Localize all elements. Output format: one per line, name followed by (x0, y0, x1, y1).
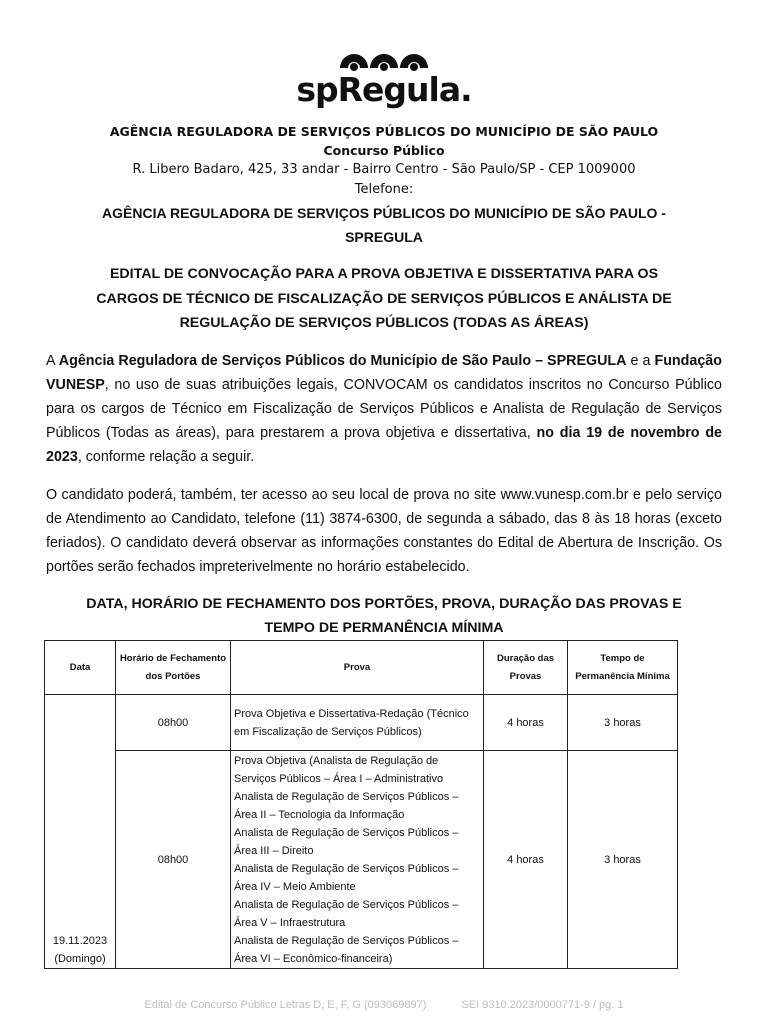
minimum-stay: 3 horas (568, 695, 678, 751)
edital-title-line-3: REGULAÇÃO DE SERVIÇOS PÚBLICOS (TODAS AS ÁREAS) (179, 315, 589, 331)
table-header-row (45, 641, 678, 695)
exam-description: Prova Objetiva e Dissertativa-Redação (Técnico em Fiscalização de Serviços Públicos) (231, 695, 484, 751)
exam-description (231, 751, 484, 969)
text-fragment: A (46, 353, 59, 369)
contest-type: Concurso Público (323, 143, 445, 158)
header-data: Data (45, 641, 116, 695)
exam-date-bold: no dia 19 de novembro de 2023 (46, 425, 723, 465)
logo-wordmark: spRegula. (296, 70, 472, 109)
exam-description-line: Analista de Regulação de Serviços Públicos – Área V – Infraestrutura (234, 898, 459, 929)
schedule-section-title (46, 592, 722, 640)
gate-closing-time: 08h00 (116, 751, 231, 969)
convocation-paragraph (46, 349, 722, 469)
agency-phone: Telefone: (354, 182, 414, 197)
table-row (45, 695, 678, 751)
access-info-paragraph: O candidato poderá, também, ter acesso ao seu local de prova no site www.vunesp.com.br e pelo serviço de Atendimento ao Candidato, telefone (11) 3874-6300, de segunda a sábado, das 8 às 18 horas (exceto feriados). O candidato deverá observar as informações constantes do Edital de Abertura de Inscrição. Os portões serão fechados impreterivelmente no horário estabelecido. (46, 487, 722, 575)
edital-title-line-1: EDITAL DE CONVOCAÇÃO PARA A PROVA OBJETIVA E DISSERTATIVA PARA OS (109, 266, 659, 282)
organization-line-2: SPREGULA (345, 229, 423, 245)
exam-description-line: Prova Objetiva (Analista de Regulação de Serviços Públicos – Área I – Administrativo (234, 754, 444, 785)
date-cell (45, 695, 116, 969)
text-fragment: , conforme relação a seguir. (77, 449, 255, 465)
exam-description-line: Analista de Regulação de Serviços Públicos – Área II – Tecnologia da Informação (234, 790, 459, 821)
exam-description-line: Analista de Regulação de Serviços Públicos – Área VI – Econômico-financeira) (234, 934, 459, 965)
logo-symbol-icon (336, 38, 432, 72)
text-fragment: , no uso de suas atribuições legais, CONVOCAM os candidatos inscritos no Concurso Público para os cargos de Técnico em Fiscalização de Serviços Públicos e Analista de Regulação de Serviços Públicos (Todas as áreas), para prestarem a prova objetiva e dissertativa, (46, 377, 722, 441)
exam-duration: 4 horas (484, 751, 568, 969)
text-fragment: e a (626, 353, 655, 369)
gate-closing-time: 08h00 (116, 695, 231, 751)
organization-heading (50, 201, 718, 249)
page-footer (0, 999, 768, 1011)
schedule-section-title-line-1: DATA, HORÁRIO DE FECHAMENTO DOS PORTÕES, PROVA, DURAÇÃO DAS PROVAS E (86, 596, 682, 612)
header-prova: Prova (231, 641, 484, 695)
footer-document-ref: Edital de Concurso Público Letras D, E, F, G (093069897) (144, 999, 427, 1011)
exam-weekday: (Domingo) (54, 953, 106, 965)
footer-sei-page: SEI 9310.2023/0000771-9 / pg. 1 (461, 999, 624, 1011)
exam-date: 19.11.2023 (52, 935, 108, 947)
schedule-table (44, 640, 678, 969)
exam-description-line: Analista de Regulação de Serviços Públicos – Área IV – Meio Ambiente (234, 862, 459, 893)
agency-name-bold: Agência Reguladora de Serviços Públicos do Município de São Paulo – SPREGULA (58, 353, 627, 369)
header-tempo: Tempo de Permanência Mínima (568, 641, 678, 695)
exam-duration: 4 horas (484, 695, 568, 751)
agency-address: R. Libero Badaro, 425, 33 andar - Bairro Centro - São Paulo/SP - CEP 1009000 (132, 162, 636, 177)
minimum-stay: 3 horas (568, 751, 678, 969)
header-horario: Horário de Fechamento dos Portões (116, 641, 231, 695)
fundacao-name-bold: Fundação VUNESP (46, 353, 722, 393)
agency-title: AGÊNCIA REGULADORA DE SERVIÇOS PÚBLICOS DO MUNICÍPIO DE SÃO PAULO (109, 124, 659, 139)
schedule-section-title-line-2: TEMPO DE PERMANÊNCIA MÍNIMA (264, 620, 504, 636)
exam-description-line: Analista de Regulação de Serviços Públicos – Área III – Direito (234, 826, 459, 857)
edital-title (46, 262, 722, 336)
spregula-logo (0, 38, 768, 110)
organization-line-1: AGÊNCIA REGULADORA DE SERVIÇOS PÚBLICOS DO MUNICÍPIO DE SÃO PAULO - (102, 205, 666, 221)
table-row (45, 751, 678, 969)
header-duracao: Duração das Provas (484, 641, 568, 695)
edital-title-line-2: CARGOS DE TÉCNICO DE FISCALIZAÇÃO DE SERVIÇOS PÚBLICOS E ANÁLISTA DE (96, 290, 672, 307)
